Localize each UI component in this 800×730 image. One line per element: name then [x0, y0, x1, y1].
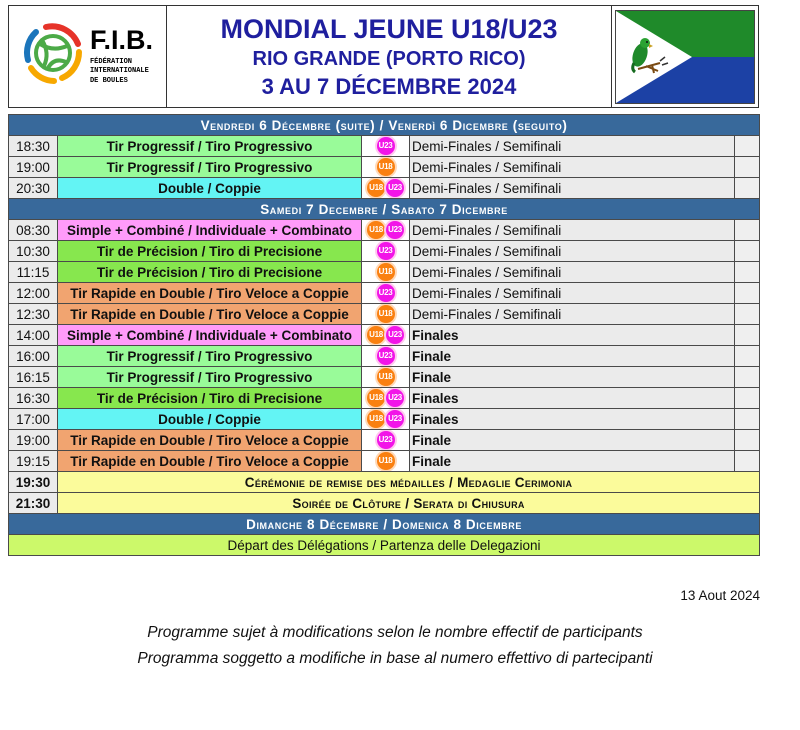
- spare-cell: [735, 178, 760, 199]
- round-cell: Demi-Finales / Semifinali: [410, 178, 735, 199]
- spare-cell: [735, 388, 760, 409]
- banner-row: [9, 472, 760, 493]
- round-cell: Finale: [410, 451, 735, 472]
- full-row: [9, 535, 760, 556]
- rio-grande-flag-icon: [615, 10, 755, 104]
- badge-u18-icon: U18: [367, 389, 385, 407]
- spare-cell: [735, 157, 760, 178]
- event-name-cell: Double / Coppie: [58, 178, 362, 199]
- event-row: [9, 325, 760, 346]
- spare-cell: [735, 451, 760, 472]
- event-row: [9, 157, 760, 178]
- time-cell: 16:00: [9, 346, 58, 367]
- category-badges-cell: [362, 325, 410, 346]
- spare-cell: [735, 262, 760, 283]
- banner-row: [9, 493, 760, 514]
- badge-u18-icon: U18: [367, 410, 385, 428]
- round-cell: Finales: [410, 388, 735, 409]
- badge-u23-icon: U23: [386, 410, 404, 428]
- badge-u23-icon: U23: [386, 179, 404, 197]
- category-badges-cell: [362, 388, 410, 409]
- badge-u18-icon: U18: [377, 305, 395, 323]
- event-name-cell: Tir Rapide en Double / Tiro Veloce a Coppie: [58, 451, 362, 472]
- round-cell: Finale: [410, 346, 735, 367]
- event-row: [9, 346, 760, 367]
- round-cell: Demi-Finales / Semifinali: [410, 220, 735, 241]
- category-badges-cell: [362, 409, 410, 430]
- fib-logo-block: [9, 6, 167, 107]
- spare-cell: [735, 346, 760, 367]
- event-row: [9, 430, 760, 451]
- event-name-cell: Tir Rapide en Double / Tiro Veloce a Coppie: [58, 283, 362, 304]
- event-location: RIO GRANDE (PORTO RICO): [252, 47, 526, 70]
- day-section-header: Samedi 7 Decembre / Sabato 7 Dicembre: [9, 199, 760, 220]
- category-badges-cell: [362, 157, 410, 178]
- event-name-cell: Tir de Précision / Tiro di Precisione: [58, 388, 362, 409]
- section-header-row: [9, 199, 760, 220]
- time-cell: 19:30: [9, 472, 58, 493]
- time-cell: 16:30: [9, 388, 58, 409]
- badge-u18-icon: U18: [377, 368, 395, 386]
- event-name-cell: Tir Progressif / Tiro Progressivo: [58, 367, 362, 388]
- badge-u23-icon: U23: [386, 389, 404, 407]
- event-name-cell: Tir Progressif / Tiro Progressivo: [58, 157, 362, 178]
- event-name-cell: Tir Rapide en Double / Tiro Veloce a Coppie: [58, 430, 362, 451]
- category-badges-cell: [362, 451, 410, 472]
- event-title-block: [167, 6, 612, 107]
- ceremony-cell: Cérémonie de remise des médailles / Medaglie Cerimonia: [58, 472, 760, 493]
- departure-cell: Départ des Délégations / Partenza delle Delegazioni: [9, 535, 760, 556]
- event-row: [9, 451, 760, 472]
- event-row: [9, 220, 760, 241]
- spare-cell: [735, 409, 760, 430]
- section-header-row: [9, 115, 760, 136]
- note-it: Programma soggetto a modifiche in base al numero effettivo di partecipanti: [137, 650, 653, 668]
- event-name-cell: Double / Coppie: [58, 409, 362, 430]
- event-name-cell: Simple + Combiné / Individuale + Combinato: [58, 220, 362, 241]
- badge-u18-icon: U18: [367, 179, 385, 197]
- event-title: MONDIAL JEUNE U18/U23: [220, 13, 558, 44]
- event-name-cell: Tir Progressif / Tiro Progressivo: [58, 136, 362, 157]
- round-cell: Demi-Finales / Semifinali: [410, 157, 735, 178]
- round-cell: Demi-Finales / Semifinali: [410, 262, 735, 283]
- badge-u18-icon: U18: [367, 221, 385, 239]
- round-cell: Demi-Finales / Semifinali: [410, 304, 735, 325]
- event-row: [9, 178, 760, 199]
- badge-u18-icon: U18: [367, 326, 385, 344]
- time-cell: 16:15: [9, 367, 58, 388]
- section-header-row: [9, 514, 760, 535]
- badge-u18-icon: U18: [377, 263, 395, 281]
- badge-u23-icon: U23: [377, 284, 395, 302]
- time-cell: 17:00: [9, 409, 58, 430]
- time-cell: 21:30: [9, 493, 58, 514]
- category-badges-cell: [362, 304, 410, 325]
- time-cell: 18:30: [9, 136, 58, 157]
- round-cell: Demi-Finales / Semifinali: [410, 136, 735, 157]
- time-cell: 10:30: [9, 241, 58, 262]
- event-name-cell: Tir Progressif / Tiro Progressivo: [58, 346, 362, 367]
- time-cell: 11:15: [9, 262, 58, 283]
- event-row: [9, 262, 760, 283]
- badge-u23-icon: U23: [386, 326, 404, 344]
- spare-cell: [735, 430, 760, 451]
- category-badges-cell: [362, 178, 410, 199]
- badge-u23-icon: U23: [377, 242, 395, 260]
- time-cell: 12:30: [9, 304, 58, 325]
- time-cell: 12:00: [9, 283, 58, 304]
- event-name-cell: Tir de Précision / Tiro di Precisione: [58, 241, 362, 262]
- badge-u23-icon: U23: [386, 221, 404, 239]
- category-badges-cell: [362, 346, 410, 367]
- category-badges-cell: [362, 367, 410, 388]
- category-badges-cell: [362, 430, 410, 451]
- time-cell: 19:00: [9, 430, 58, 451]
- round-cell: Demi-Finales / Semifinali: [410, 241, 735, 262]
- event-name-cell: Tir Rapide en Double / Tiro Veloce a Coppie: [58, 304, 362, 325]
- category-badges-cell: [362, 136, 410, 157]
- time-cell: 08:30: [9, 220, 58, 241]
- event-row: [9, 136, 760, 157]
- round-cell: Finale: [410, 430, 735, 451]
- spare-cell: [735, 367, 760, 388]
- time-cell: 19:15: [9, 451, 58, 472]
- event-name-cell: Tir de Précision / Tiro di Precisione: [58, 262, 362, 283]
- spare-cell: [735, 136, 760, 157]
- category-badges-cell: [362, 283, 410, 304]
- fib-abbreviation: F.I.B.: [89, 24, 153, 55]
- event-row: [9, 283, 760, 304]
- spare-cell: [735, 220, 760, 241]
- badge-u18-icon: U18: [377, 158, 395, 176]
- revision-date: 13 Aout 2024: [680, 588, 760, 603]
- badge-u23-icon: U23: [377, 347, 395, 365]
- event-row: [9, 304, 760, 325]
- fib-logo-text: [89, 24, 153, 86]
- badge-u23-icon: U23: [377, 431, 395, 449]
- spare-cell: [735, 283, 760, 304]
- event-row: [9, 241, 760, 262]
- round-cell: Demi-Finales / Semifinali: [410, 283, 735, 304]
- day-section-header: Vendredi 6 Décembre (suite) / Venerdì 6 Dicembre (seguito): [9, 115, 760, 136]
- program-notes: [0, 620, 790, 673]
- fib-org-name: FÉDÉRATION INTERNATIONALE DE BOULES: [89, 57, 149, 85]
- ceremony-cell: Soirée de Clôture / Serata di Chiusura: [58, 493, 760, 514]
- badge-u23-icon: U23: [377, 137, 395, 155]
- spare-cell: [735, 304, 760, 325]
- event-row: [9, 388, 760, 409]
- event-name-cell: Simple + Combiné / Individuale + Combinato: [58, 325, 362, 346]
- day-section-header: Dimanche 8 Décembre / Domenica 8 Dicembre: [9, 514, 760, 535]
- spare-cell: [735, 241, 760, 262]
- event-dates: 3 AU 7 DÉCEMBRE 2024: [261, 73, 517, 99]
- flag-block: [612, 6, 758, 107]
- event-row: [9, 367, 760, 388]
- time-cell: 14:00: [9, 325, 58, 346]
- schedule-table: [8, 114, 760, 556]
- time-cell: 20:30: [9, 178, 58, 199]
- time-cell: 19:00: [9, 157, 58, 178]
- round-cell: Finales: [410, 325, 735, 346]
- round-cell: Finales: [410, 409, 735, 430]
- fib-logo-icon: [22, 22, 86, 91]
- badge-u18-icon: U18: [377, 452, 395, 470]
- spare-cell: [735, 325, 760, 346]
- event-row: [9, 409, 760, 430]
- category-badges-cell: [362, 241, 410, 262]
- header-banner: [8, 5, 759, 108]
- round-cell: Finale: [410, 367, 735, 388]
- note-fr: Programme sujet à modifications selon le nombre effectif de participants: [147, 624, 643, 641]
- category-badges-cell: [362, 220, 410, 241]
- category-badges-cell: [362, 262, 410, 283]
